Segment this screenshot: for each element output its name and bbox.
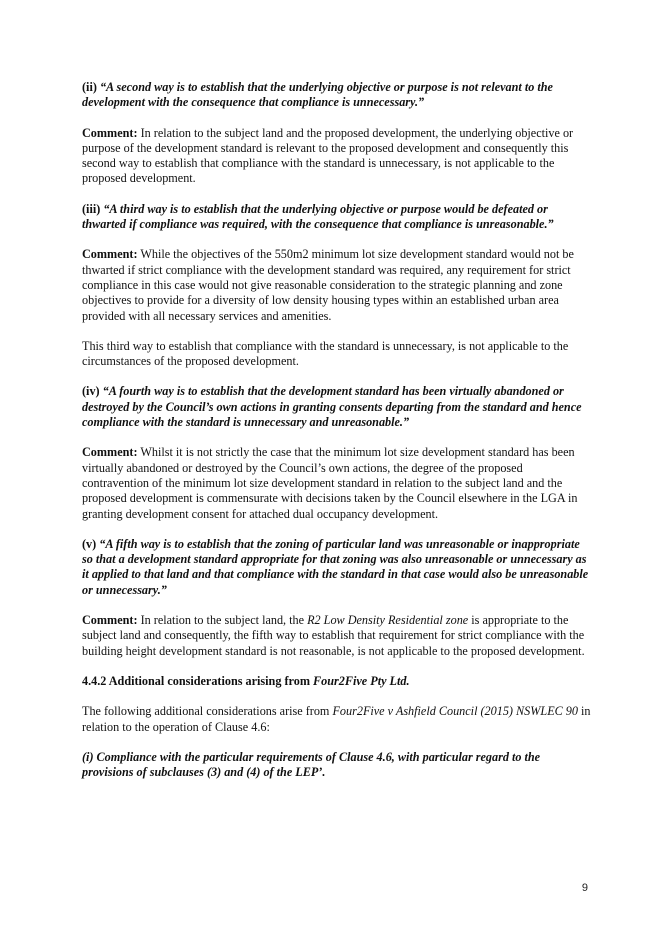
quote-third-way — [82, 202, 592, 233]
comment-second-way — [82, 126, 592, 187]
paragraph-text-after: in relation to the operation of Clause 4.6: — [82, 704, 591, 734]
section-heading-text: 4.4.2 Additional considerations arising from — [82, 673, 314, 688]
quote-text: “A second way is to establish that the underlying objective or purpose is not relevant to the development with the consequence that compliance is unnecessary.” — [82, 80, 553, 110]
comment-label: Comment: — [82, 247, 138, 262]
comment-third-way — [82, 247, 592, 323]
quote-label: (ii) — [82, 80, 100, 94]
page-number: 9 — [581, 882, 588, 894]
comment-text: While the objectives of the 550m2 minimum lot size development standard would not be thwarted if strict compliance with the development standard was required, any requirement for strict compliance in this case would not give reasonable consideration to the strategic planning and zone objectives to provide for a diversity of low density housing types within an established urban area provided with all necessary services and amenities. — [82, 247, 574, 323]
quote-label: (iii) — [82, 201, 104, 216]
comment-label: Comment: — [82, 125, 138, 140]
document-body — [82, 80, 592, 795]
quote-text: “A fifth way is to establish that the zoning of particular land was unreasonable or inappropriate so that a development standard appropriate for that zoning was also unreasonable or unnecessary as it applied to that land and that compliance with the standard in that case would also be unreasonable or unnecessary.” — [82, 536, 589, 597]
comment-text: Whilst it is not strictly the case that the minimum lot size development standard has been virtually abandoned or destroyed by the Council’s own actions, the degree of the proposed contravention of the minimum lot size development standard in relation to the subject land and the proposed development is commensurate with decisions taken by the Council elsewhere in the LGA in granting development consent for attached dual occupancy development. — [82, 445, 578, 521]
quote-text: “A third way is to establish that the underlying objective or purpose would be defeated or thwarted if compliance was required, with the consequence that compliance is unreasonable.” — [82, 201, 554, 232]
comment-text: In relation to the subject land and the proposed development, the underlying objective or purpose of the development standard is relevant to the proposed development and consequently this second way to establish that compliance with the standard is unnecessary, is not applicable to the proposed development. — [82, 125, 574, 186]
quote-fifth-way — [82, 537, 592, 598]
comment-text-after: is appropriate to the subject land and consequently, the fifth way to establish that requirement for strict compliance with the building height development standard is not reasonable, is not applicable to the proposed development. — [82, 613, 585, 658]
quote-fourth-way — [82, 384, 592, 430]
comment-label: Comment: — [82, 445, 138, 460]
comment-label: Comment: — [82, 613, 138, 628]
quote-label: (v) — [82, 536, 100, 551]
comment-fifth-way — [82, 613, 592, 659]
paragraph-text-before: The following additional considerations arise from — [82, 704, 333, 719]
section-heading-4-4-2 — [82, 674, 592, 689]
quote-text: “A fourth way is to establish that the development standard has been virtually abandoned or destroyed by the Council’s own actions in granting consents departing from the standard and hence compliance with the standard is unnecessary and unreasonable.” — [82, 384, 582, 430]
consideration-item-i: (i) Compliance with the particular requirements of Clause 4.6, with particular regard to the provisions of subclauses (3) and (4) of the LEP’. — [82, 749, 541, 780]
quote-second-way — [82, 80, 592, 111]
quote-label: (iv) — [82, 384, 103, 399]
comment-fourth-way — [82, 445, 592, 521]
comment-text-before: In relation to the subject land, the — [137, 613, 308, 628]
paragraph-third-way-conclusion: This third way to establish that compliance with the standard is unnecessary, is not applicable to the circumstances of the proposed development. — [82, 338, 569, 369]
paragraph-additional-considerations — [82, 704, 592, 735]
case-citation: Four2Five v Ashfield Council (2015) NSWLEC 90 — [332, 704, 578, 719]
section-heading-entity: Four2Five Pty Ltd. — [313, 673, 410, 688]
zone-name: R2 Low Density Residential zone — [307, 613, 469, 628]
